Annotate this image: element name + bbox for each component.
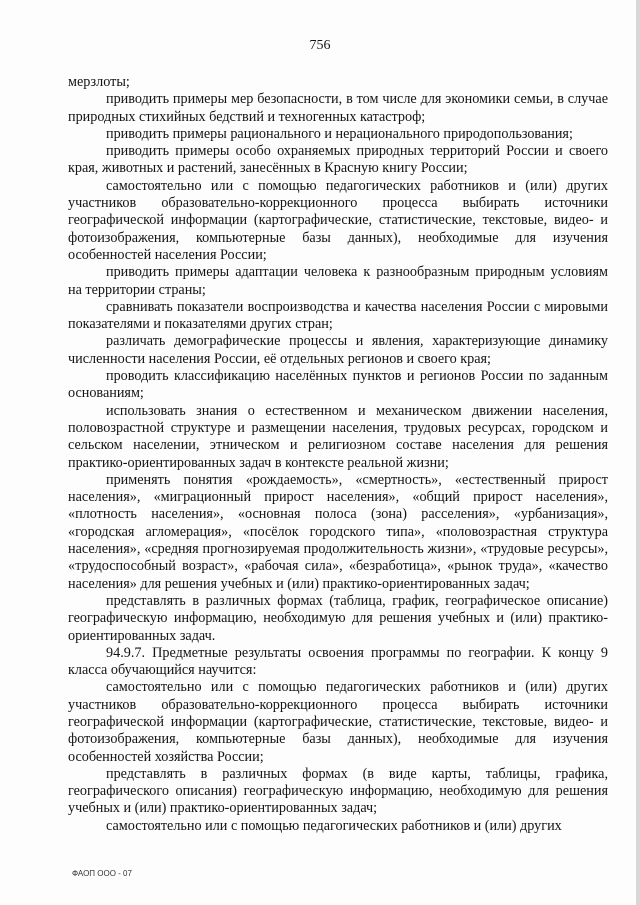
paragraph: представлять в различных формах (таблица, график, географическое описание) географическую информацию, необходимую для решения учебных и (или) практико-ориентированных задач.: [68, 592, 608, 644]
paragraph: использовать знания о естественном и механическом движении населения, половозрастной структуре и размещении населения, трудовых ресурсах, городском и сельском населении, этническом и религиозном составе населения для решения практико-ориентированных задач в контексте реальной жизни;: [68, 402, 608, 471]
body-text: [68, 74, 608, 835]
paragraph: представлять в различных формах (в виде карты, таблицы, графика, географического описания) географическую информацию, необходимую для решения учебных и (или) практико-ориентированных задач;: [68, 765, 608, 817]
footer-code: ФАОП ООО - 07: [72, 869, 132, 878]
paragraph: самостоятельно или с помощью педагогических работников и (или) других участников образовательно-коррекционного процесса выбирать источники географической информации (картографические, статистические, текстовые, видео- и фотоизображения, компьютерные базы данных), необходимые для изучения особенностей хозяйства России;: [68, 679, 608, 765]
paragraph: самостоятельно или с помощью педагогических работников и (или) других участников образовательно-коррекционного процесса выбирать источники географической информации (картографические, статистические, текстовые, видео- и фотоизображения, компьютерные базы данных), необходимые для изучения особенностей населения России;: [68, 177, 608, 263]
paragraph: проводить классификацию населённых пунктов и регионов России по заданным основаниям;: [68, 368, 608, 402]
page-number: 756: [309, 38, 331, 53]
paragraph: применять понятия «рождаемость», «смертность», «естественный прирост населения», «миграционный прирост населения», «общий прирост населения», «плотность населения», «основная полоса (зона) расселения», «урбанизация», «городская агломерация», «посёлок городского типа», «половозрастная структура населения», «средняя прогнозируемая продолжительность жизни», «трудовые ресурсы», «трудоспособный возраст», «рабочая сила», «безработица», «рынок труда», «качество населения» для решения учебных и (или) практико-ориентированных задач;: [68, 471, 608, 592]
paragraph: различать демографические процессы и явления, характеризующие динамику численности населения России, её отдельных регионов и своего края;: [68, 333, 608, 367]
scan-edge: [636, 0, 640, 905]
paragraph: самостоятельно или с помощью педагогических работников и (или) других: [106, 817, 562, 834]
paragraph: приводить примеры адаптации человека к разнообразным природным условиям на территории страны;: [68, 264, 608, 298]
paragraph: приводить примеры особо охраняемых природных территорий России и своего края, животных и растений, занесённых в Красную книгу России;: [68, 143, 608, 177]
paragraph: сравнивать показатели воспроизводства и качества населения России с мировыми показателями и показателями других стран;: [68, 298, 608, 333]
paragraph: 94.9.7. Предметные результаты освоения программы по географии. К концу 9 класса обучающийся научится:: [68, 644, 608, 679]
paragraph: мерзлоты;: [68, 74, 130, 90]
paragraph: приводить примеры рационального и нерационального природопользования;: [106, 125, 573, 142]
paragraph: приводить примеры мер безопасности, в том числе для экономики семьи, в случае природных стихийных бедствий и техногенных катастроф;: [68, 91, 608, 125]
